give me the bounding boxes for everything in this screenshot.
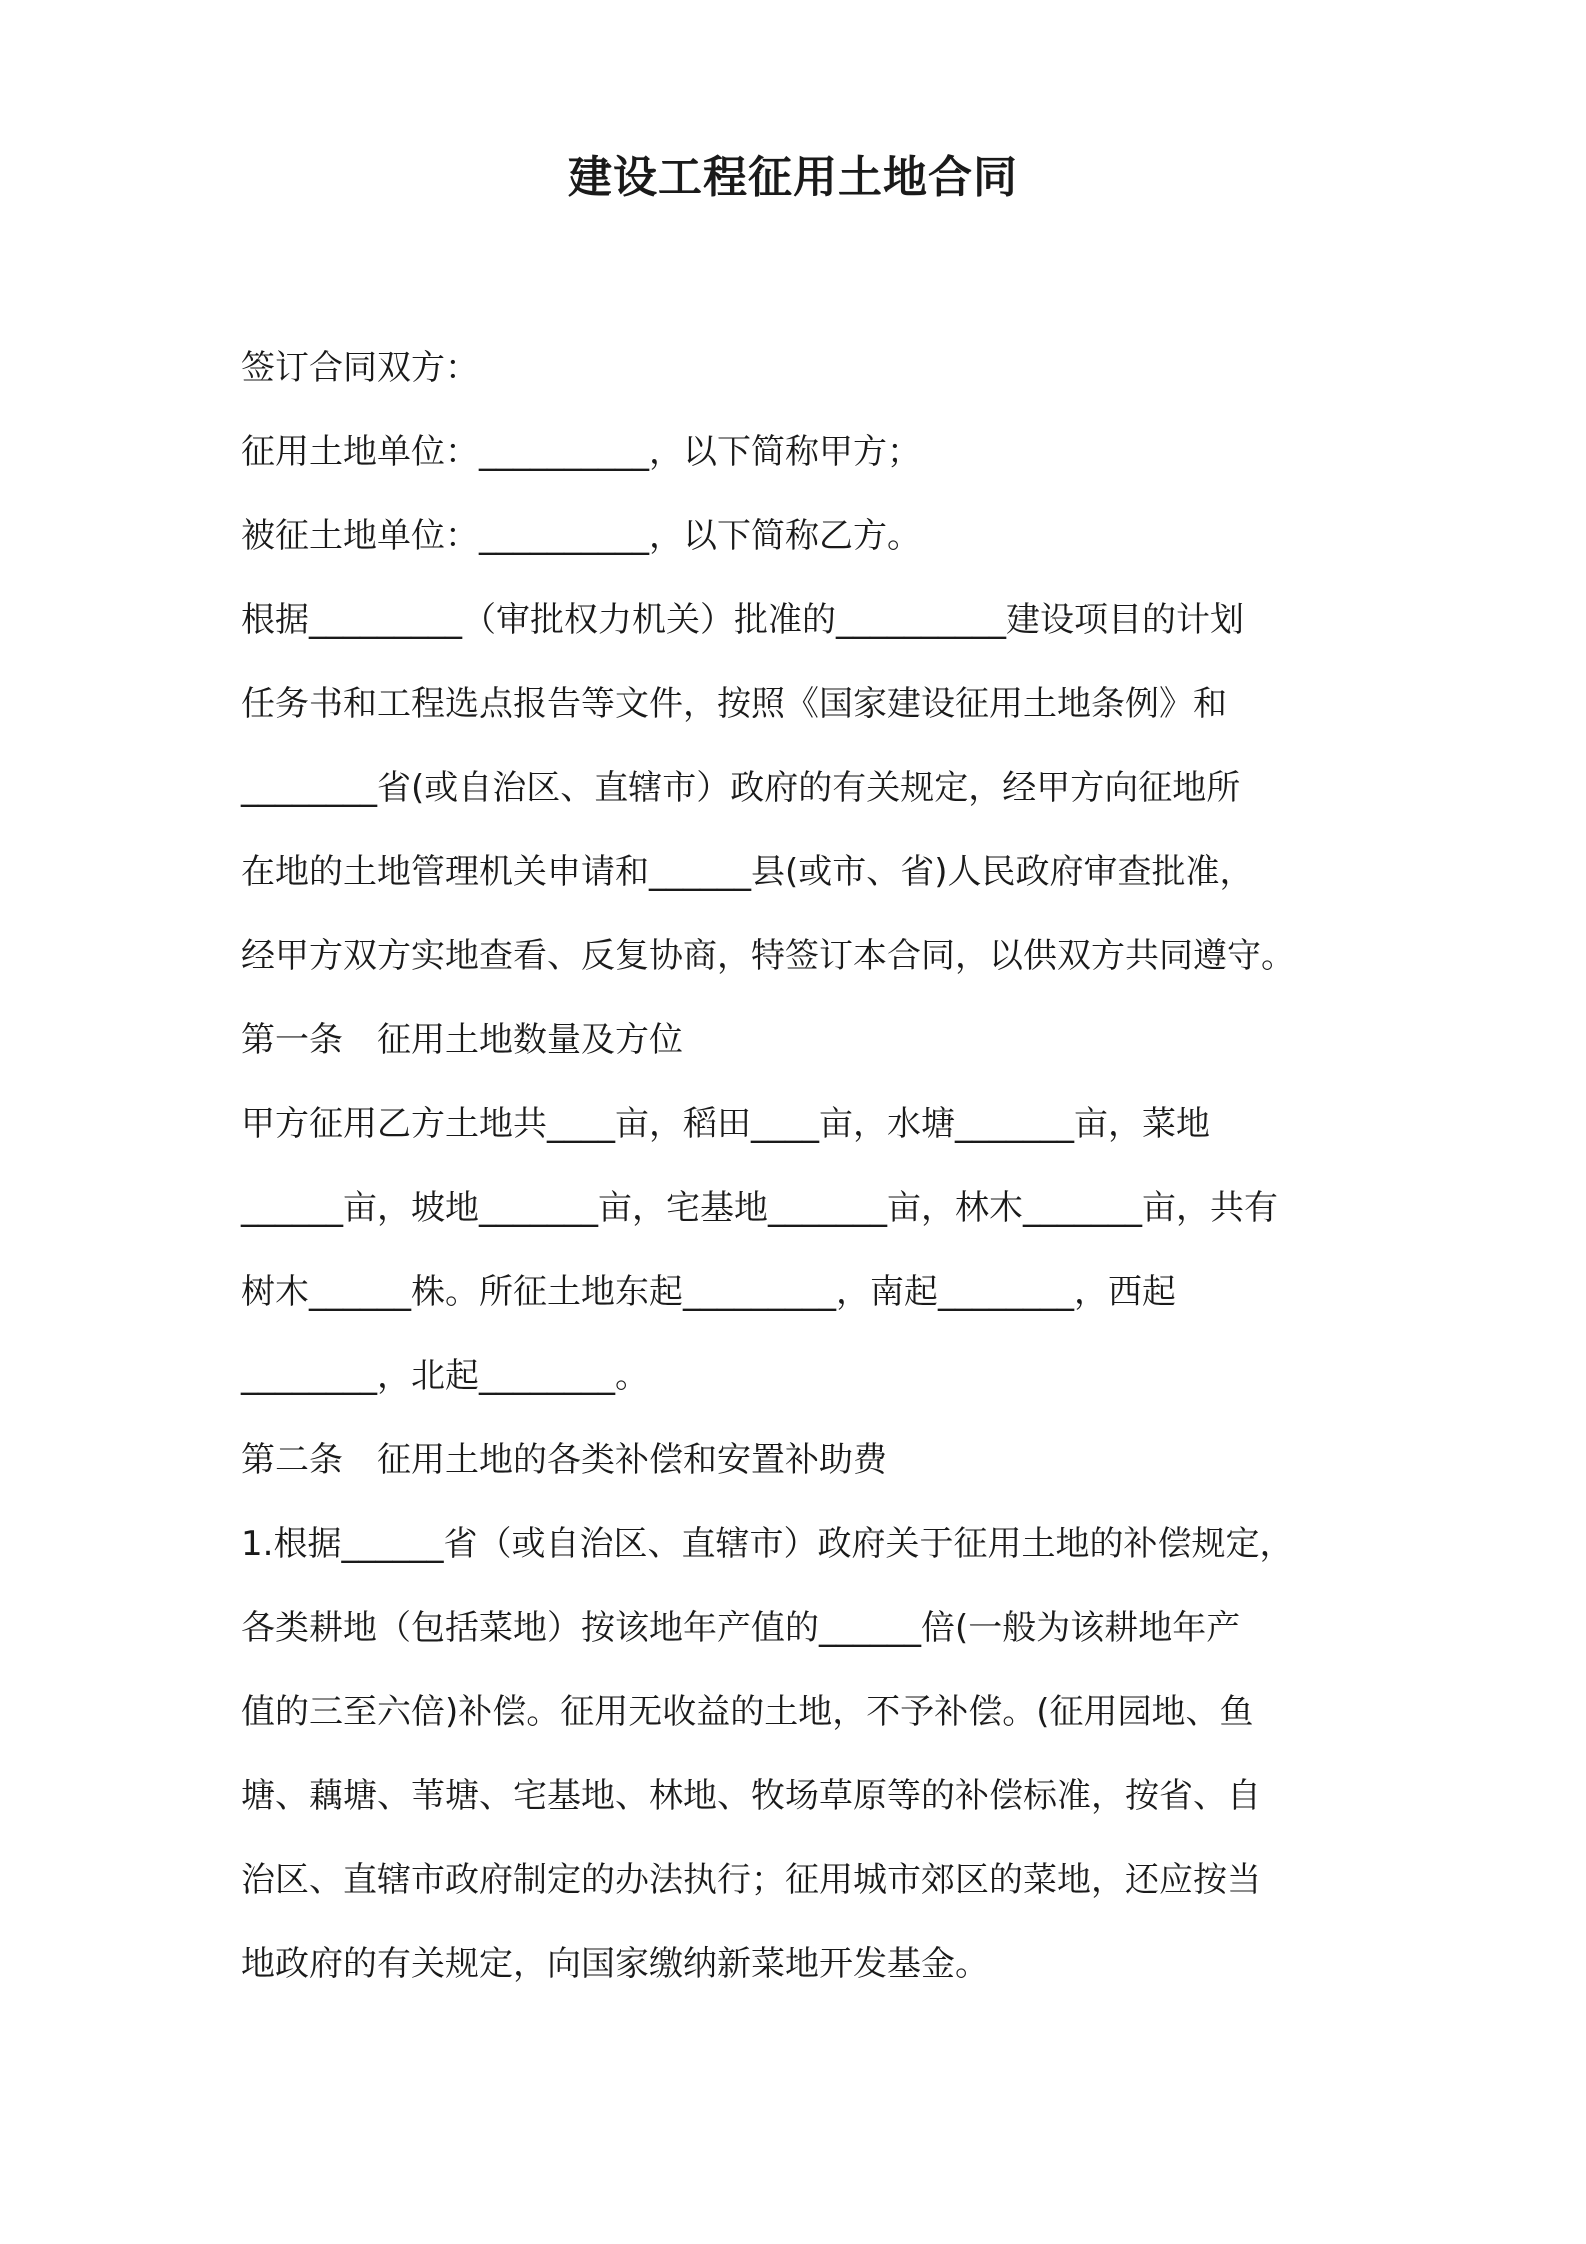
article-2-line-6: 地政府的有关规定，向国家缴纳新菜地开发基金。 bbox=[241, 1944, 989, 1984]
article-1-line-4: ________，北起________。 bbox=[241, 1356, 649, 1396]
article-2-line-1: 1.根据______省（或自治区、直辖市）政府关于征用土地的补偿规定， bbox=[241, 1524, 1294, 1564]
document-title: 建设工程征用土地合同 bbox=[568, 152, 1018, 203]
party-b-line: 被征土地单位：__________，以下简称乙方。 bbox=[241, 516, 921, 556]
party-a-line: 征用土地单位：__________，以下简称甲方； bbox=[241, 432, 921, 472]
article-2-line-5: 治区、直辖市政府制定的办法执行；征用城市郊区的菜地，还应按当 bbox=[241, 1860, 1261, 1900]
article-1-line-1: 甲方征用乙方土地共____亩，稻田____亩，水塘_______亩，菜地 bbox=[241, 1104, 1210, 1144]
article-1-heading: 第一条 征用土地数量及方位 bbox=[241, 1020, 683, 1060]
article-2-heading: 第二条 征用土地的各类补偿和安置补助费 bbox=[241, 1440, 887, 1480]
article-1-line-3: 树木______株。所征土地东起_________，南起________，西起 bbox=[241, 1272, 1176, 1312]
article-2-line-3: 值的三至六倍)补偿。征用无收益的土地，不予补偿。(征用园地、鱼 bbox=[241, 1692, 1254, 1732]
article-1-line-2: ______亩，坡地_______亩，宅基地_______亩，林木_______亩，共有 bbox=[241, 1188, 1278, 1228]
intro-parties-heading: 签订合同双方： bbox=[241, 348, 479, 388]
article-2-line-4: 塘、藕塘、苇塘、宅基地、林地、牧场草原等的补偿标准，按省、自 bbox=[241, 1776, 1261, 1816]
preamble-line-1: 根据_________（审批权力机关）批准的__________建设项目的计划 bbox=[241, 600, 1244, 640]
preamble-line-4: 在地的土地管理机关申请和______县(或市、省)人民政府审查批准， bbox=[241, 852, 1254, 892]
article-2-line-2: 各类耕地（包括菜地）按该地年产值的______倍(一般为该耕地年产 bbox=[241, 1608, 1241, 1648]
preamble-line-3: ________省(或自治区、直辖市）政府的有关规定，经甲方向征地所 bbox=[241, 768, 1241, 808]
preamble-line-2: 任务书和工程选点报告等文件，按照《国家建设征用土地条例》和 bbox=[241, 684, 1227, 724]
preamble-line-5: 经甲方双方实地查看、反复协商，特签订本合同，以供双方共同遵守。 bbox=[241, 936, 1295, 976]
